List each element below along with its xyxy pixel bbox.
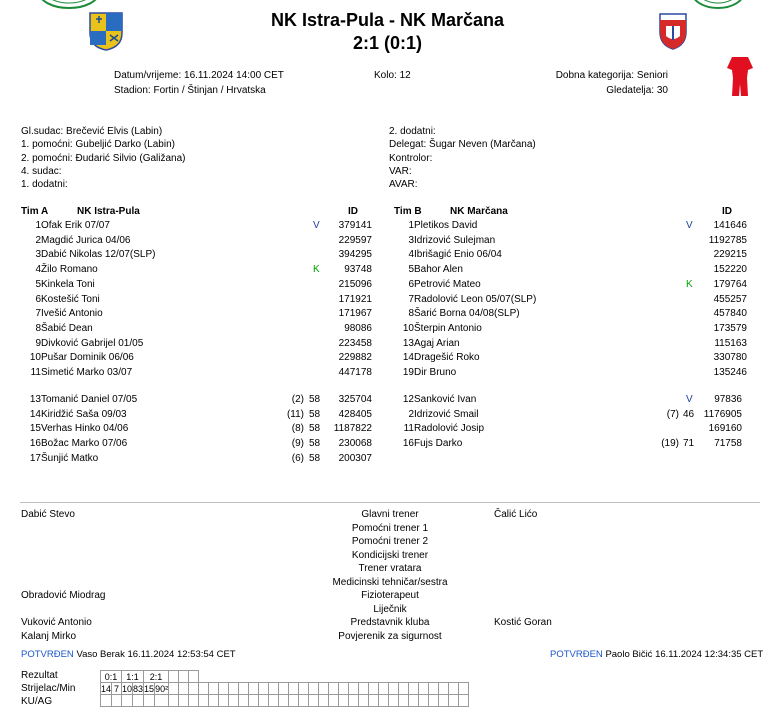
official-line: AVAR: bbox=[389, 179, 418, 190]
player-id: 330780 bbox=[713, 352, 747, 364]
card-cell bbox=[329, 695, 339, 707]
staff-role: Medicinski tehničar/sestra bbox=[332, 576, 448, 588]
card-cell bbox=[449, 695, 459, 707]
sub-number: 15 bbox=[29, 423, 41, 435]
card-cell bbox=[409, 695, 419, 707]
goalkeeper-mark: V bbox=[686, 220, 693, 231]
sub-id: 1187822 bbox=[333, 423, 372, 435]
scorer-cell bbox=[209, 683, 219, 695]
result-cell: 1:1 bbox=[122, 671, 144, 683]
player-number: 8 bbox=[408, 308, 414, 320]
player-number: 4 bbox=[35, 264, 41, 276]
empty-cell bbox=[496, 671, 505, 683]
card-cell bbox=[199, 695, 209, 707]
empty-cell bbox=[469, 671, 479, 683]
card-cell bbox=[249, 695, 259, 707]
scorer-cell bbox=[299, 683, 309, 695]
card-cell bbox=[133, 695, 144, 707]
scorer-cell bbox=[459, 683, 469, 695]
team-b-name: NK Marčana bbox=[450, 206, 508, 217]
player-number: 3 bbox=[35, 249, 41, 261]
summary-row bbox=[101, 671, 524, 683]
player-id: 223458 bbox=[338, 337, 372, 349]
scorer-cell bbox=[309, 683, 319, 695]
player-number: 1 bbox=[35, 220, 41, 231]
player-id: 229597 bbox=[338, 234, 372, 246]
card-cell bbox=[459, 695, 469, 707]
player-id: 229882 bbox=[338, 352, 372, 364]
scorer-cell: 10 bbox=[122, 683, 133, 694]
staff-team-b: Kostić Goran bbox=[494, 617, 552, 628]
sub-name: Božac Marko 07/06 bbox=[41, 438, 128, 450]
player-number: 14 bbox=[402, 352, 414, 364]
empty-cell bbox=[309, 671, 319, 683]
card-cell bbox=[439, 695, 449, 707]
player-id: 98086 bbox=[344, 322, 372, 334]
scorer-cell bbox=[259, 683, 269, 695]
empty-cell bbox=[459, 671, 469, 683]
player-id: 455257 bbox=[713, 293, 747, 305]
scorer-cell bbox=[449, 683, 459, 695]
summary-label-scorers: Strijelac/Min bbox=[21, 683, 76, 694]
sub-minute: 71 bbox=[683, 438, 695, 450]
staff-team-a: Dabić Stevo bbox=[21, 509, 75, 520]
summary-row bbox=[101, 683, 524, 695]
player-number: 1 bbox=[408, 220, 414, 231]
official-line: Gl.sudac: Brečević Elvis (Labin) bbox=[21, 126, 163, 137]
match-category: Dobna kategorija: Seniori bbox=[555, 70, 668, 81]
sub-id: 71758 bbox=[714, 438, 742, 450]
card-cell bbox=[339, 695, 349, 707]
summary-row bbox=[101, 695, 524, 707]
scorer-cell bbox=[169, 683, 179, 695]
official-line: 1. pomoćni: Gubeljić Darko (Labin) bbox=[21, 139, 175, 150]
scorer-cell bbox=[239, 683, 249, 695]
scorer-cell bbox=[249, 683, 259, 695]
official-line: VAR: bbox=[389, 166, 412, 177]
scorer-cell bbox=[339, 683, 349, 695]
player-name: Dabić Nikolas 12/07(SLP) bbox=[41, 249, 156, 261]
empty-cell bbox=[429, 671, 439, 683]
player-id: 447178 bbox=[338, 367, 372, 378]
card-cell bbox=[169, 695, 179, 707]
player-number: 11 bbox=[30, 367, 41, 378]
sub-number: 11 bbox=[403, 423, 414, 435]
card-cell bbox=[229, 695, 239, 707]
player-number: 3 bbox=[408, 234, 414, 246]
match-round: Kolo: 12 bbox=[374, 70, 411, 81]
scorer-cell bbox=[379, 683, 389, 695]
player-number: 6 bbox=[408, 278, 414, 290]
player-name: Petrović Mateo bbox=[414, 278, 481, 290]
staff-role: Povjerenik za sigurnost bbox=[338, 630, 442, 642]
player-name: Pušar Dominik 06/06 bbox=[41, 352, 134, 364]
player-name: Bahor Alen bbox=[414, 264, 463, 276]
player-name: Šabić Dean bbox=[41, 322, 93, 334]
sub-name: Fujs Darko bbox=[414, 438, 463, 450]
player-id: 141646 bbox=[713, 220, 747, 231]
player-name: Šterpin Antonio bbox=[414, 322, 482, 334]
player-id: 215096 bbox=[338, 278, 372, 290]
captain-mark: K bbox=[313, 264, 320, 276]
player-name: Simetić Marko 03/07 bbox=[41, 367, 133, 378]
player-number: 10 bbox=[402, 322, 414, 334]
player-number: 9 bbox=[35, 337, 41, 349]
sub-name: Verhas Hinko 04/06 bbox=[41, 423, 129, 435]
player-number: 13 bbox=[402, 337, 414, 349]
card-cell bbox=[399, 695, 409, 707]
sub-number: 17 bbox=[29, 452, 41, 464]
empty-cell bbox=[319, 671, 329, 683]
section-divider bbox=[20, 502, 760, 503]
scorer-cell bbox=[369, 683, 379, 695]
sub-id: 1176905 bbox=[703, 408, 742, 420]
player-number: 5 bbox=[35, 278, 41, 290]
summary-label-result: Rezultat bbox=[21, 670, 58, 681]
player-name: Ivešić Antonio bbox=[41, 308, 103, 320]
captain-mark: K bbox=[686, 278, 693, 290]
card-cell bbox=[389, 695, 399, 707]
sub-id: 200307 bbox=[338, 452, 372, 464]
staff-role: Trener vratara bbox=[358, 563, 422, 574]
empty-cell bbox=[439, 671, 449, 683]
player-id: 379141 bbox=[338, 220, 372, 231]
player-id: 171921 bbox=[338, 293, 372, 305]
card-cell bbox=[239, 695, 249, 707]
sub-name: Šunjić Matko bbox=[41, 452, 99, 464]
sub-replaced: (8) bbox=[291, 423, 304, 435]
sub-id: 325704 bbox=[338, 394, 372, 405]
confirmation-left-status: POTVRĐEN bbox=[21, 649, 74, 660]
player-name: Magdić Jurica 04/06 bbox=[41, 234, 131, 246]
player-id: 394295 bbox=[338, 249, 372, 261]
scorer-cell bbox=[409, 683, 419, 695]
player-name: Pletikos David bbox=[414, 220, 478, 231]
summary-label-cards: KU/AG bbox=[21, 696, 53, 707]
card-cell bbox=[144, 695, 155, 707]
player-id: 171967 bbox=[338, 308, 372, 320]
team-a-label: Tim A bbox=[21, 206, 49, 217]
empty-cell bbox=[359, 671, 369, 683]
sub-minute: 58 bbox=[309, 408, 321, 420]
sub-minute: 46 bbox=[683, 408, 695, 420]
card-cell bbox=[279, 695, 289, 707]
sub-id: 169160 bbox=[708, 423, 742, 435]
sub-id: 97836 bbox=[714, 394, 742, 405]
team-a-id-header: ID bbox=[348, 206, 358, 217]
staff-role: Liječnik bbox=[373, 603, 407, 615]
result-cell bbox=[169, 671, 179, 683]
card-cell bbox=[429, 695, 439, 707]
sub-minute: 58 bbox=[309, 452, 321, 464]
team-b-id-header: ID bbox=[722, 206, 732, 217]
empty-cell bbox=[399, 671, 409, 683]
match-title: NK Istra-Pula - NK Marčana bbox=[270, 10, 505, 30]
player-name: Šarić Borna 04/08(SLP) bbox=[414, 308, 520, 320]
empty-cell bbox=[289, 671, 299, 683]
official-line: Kontrolor: bbox=[389, 153, 433, 164]
scorer-cell bbox=[269, 683, 279, 695]
empty-cell bbox=[329, 671, 339, 683]
card-cell bbox=[101, 695, 112, 707]
scorer-cell bbox=[279, 683, 289, 695]
empty-cell bbox=[409, 671, 419, 683]
referee-kit-icon bbox=[726, 56, 754, 98]
player-name: Idrizović Sulejman bbox=[414, 234, 496, 246]
scorer-cell bbox=[349, 683, 359, 695]
card-cell bbox=[112, 695, 122, 707]
empty-cell bbox=[219, 671, 229, 683]
empty-cell bbox=[269, 671, 279, 683]
player-number: 7 bbox=[35, 308, 41, 320]
staff-role: Pomoćni trener 1 bbox=[351, 522, 429, 534]
player-name: Divković Gabrijel 01/05 bbox=[41, 337, 144, 349]
match-score: 2:1 (0:1) bbox=[352, 33, 423, 53]
confirmation-left bbox=[21, 649, 236, 660]
empty-cell bbox=[487, 671, 496, 683]
scorer-cell: 14 bbox=[101, 683, 112, 694]
card-cell bbox=[319, 695, 329, 707]
result-cell bbox=[179, 671, 189, 683]
match-attendance: Gledatelja: 30 bbox=[606, 85, 668, 96]
card-cell bbox=[179, 695, 189, 707]
empty-cell bbox=[229, 671, 239, 683]
scorer-cell bbox=[229, 683, 239, 695]
sub-name: Sanković Ivan bbox=[414, 394, 477, 405]
player-name: Agaj Arian bbox=[414, 337, 460, 349]
player-id: 173579 bbox=[713, 322, 747, 334]
player-id: 457840 bbox=[713, 308, 747, 320]
sub-replaced: (19) bbox=[661, 438, 679, 450]
empty-cell bbox=[369, 671, 379, 683]
empty-cell bbox=[389, 671, 399, 683]
staff-role: Fizioterapeut bbox=[361, 590, 419, 601]
card-cell bbox=[289, 695, 299, 707]
card-cell bbox=[379, 695, 389, 707]
empty-cell bbox=[199, 671, 209, 683]
empty-cell bbox=[505, 671, 514, 683]
player-name: Ofak Erik 07/07 bbox=[41, 220, 110, 231]
player-number: 6 bbox=[35, 293, 41, 305]
card-cell bbox=[209, 695, 219, 707]
sub-name: Kiridžić Saša 09/03 bbox=[41, 408, 127, 420]
scorer-cell bbox=[289, 683, 299, 695]
scorer-cell: 90² bbox=[155, 683, 169, 694]
card-cell bbox=[269, 695, 279, 707]
goalkeeper-mark: V bbox=[313, 220, 320, 231]
sub-number: 14 bbox=[29, 408, 41, 420]
match-stadium: Stadion: Fortin / Štinjan / Hrvatska bbox=[114, 85, 266, 96]
sub-minute: 58 bbox=[309, 423, 321, 435]
scorer-cell bbox=[399, 683, 409, 695]
card-cell bbox=[299, 695, 309, 707]
empty-cell bbox=[279, 671, 289, 683]
sub-number: 13 bbox=[29, 394, 41, 405]
staff-role: Kondicijski trener bbox=[351, 549, 429, 561]
scorer-cell bbox=[219, 683, 229, 695]
card-cell bbox=[259, 695, 269, 707]
player-name: Žilo Romano bbox=[41, 264, 98, 276]
player-id: 179764 bbox=[713, 278, 747, 290]
player-number: 8 bbox=[35, 322, 41, 334]
scorer-cell bbox=[329, 683, 339, 695]
sub-replaced: (11) bbox=[286, 408, 304, 420]
staff-team-a: Kalanj Mirko bbox=[21, 630, 77, 642]
empty-cell bbox=[209, 671, 219, 683]
sub-minute: 58 bbox=[309, 438, 321, 450]
match-datetime: Datum/vrijeme: 16.11.2024 14:00 CET bbox=[114, 70, 284, 81]
empty-cell bbox=[299, 671, 309, 683]
player-name: Dir Bruno bbox=[414, 367, 457, 378]
marcana-club-badge-icon bbox=[658, 12, 688, 50]
player-id: 135246 bbox=[713, 367, 747, 378]
player-number: 7 bbox=[408, 293, 414, 305]
player-name: Ibrišagić Enio 06/04 bbox=[414, 249, 502, 261]
player-name: Kostešić Toni bbox=[41, 293, 100, 305]
empty-cell bbox=[478, 671, 487, 683]
team-b-label: Tim B bbox=[394, 206, 422, 217]
sub-id: 428405 bbox=[338, 408, 372, 420]
scorer-cell: 15 bbox=[144, 683, 155, 694]
empty-cell bbox=[259, 671, 269, 683]
staff-role: Predstavnik kluba bbox=[350, 617, 430, 628]
result-cell: 2:1 bbox=[144, 671, 169, 683]
empty-cell bbox=[379, 671, 389, 683]
staff-team-b: Čalić Lićo bbox=[494, 509, 538, 520]
player-name: Kinkela Toni bbox=[41, 278, 95, 290]
sub-name: Radolović Josip bbox=[414, 423, 485, 435]
sub-name: Tomanić Daniel 07/05 bbox=[41, 394, 138, 405]
scorer-cell bbox=[429, 683, 439, 695]
player-name: Radolović Leon 05/07(SLP) bbox=[414, 293, 537, 305]
player-name: Dragešić Roko bbox=[414, 352, 480, 364]
player-id: 93748 bbox=[344, 264, 372, 276]
istra-county-shield-icon bbox=[88, 11, 124, 51]
confirmation-right-status: POTVRĐEN bbox=[550, 649, 603, 660]
scorer-cell: 7 bbox=[112, 683, 122, 695]
player-number: 2 bbox=[35, 234, 41, 246]
scorer-cell bbox=[199, 683, 209, 695]
empty-cell bbox=[249, 671, 259, 683]
team-a-name: NK Istra-Pula bbox=[77, 206, 140, 217]
scorer-cell bbox=[319, 683, 329, 695]
sub-replaced: (7) bbox=[666, 408, 679, 420]
staff-team-a: Vuković Antonio bbox=[21, 617, 92, 628]
player-id: 152220 bbox=[713, 264, 747, 276]
player-number: 5 bbox=[408, 264, 414, 276]
scorer-cell: 83 bbox=[133, 683, 144, 694]
empty-cell bbox=[239, 671, 249, 683]
card-cell bbox=[419, 695, 429, 707]
empty-cell bbox=[514, 671, 523, 683]
summary-table bbox=[100, 670, 524, 707]
sub-name: Idrizović Smail bbox=[414, 408, 479, 420]
result-cell: 0:1 bbox=[101, 671, 122, 683]
official-line: 1. dodatni: bbox=[21, 179, 68, 190]
marcana-right-badge-icon bbox=[690, 0, 746, 12]
player-number: 10 bbox=[29, 352, 41, 364]
scorer-cell bbox=[189, 683, 199, 695]
scorer-cell bbox=[359, 683, 369, 695]
staff-role: Pomoćni trener 2 bbox=[351, 536, 429, 547]
empty-cell bbox=[449, 671, 459, 683]
card-cell bbox=[155, 695, 169, 707]
sub-number: 12 bbox=[402, 394, 414, 405]
card-cell bbox=[349, 695, 359, 707]
official-line: 2. dodatni: bbox=[389, 126, 436, 137]
goalkeeper-mark: V bbox=[686, 394, 693, 405]
confirmation-right-text: Paolo Bičić 16.11.2024 12:34:35 CET bbox=[605, 649, 764, 660]
empty-cell bbox=[349, 671, 359, 683]
card-cell bbox=[359, 695, 369, 707]
scorer-cell bbox=[179, 683, 189, 695]
staff-role: Glavni trener bbox=[361, 509, 419, 520]
confirmation-left-text: Vaso Berak 16.11.2024 12:53:54 CET bbox=[76, 649, 236, 660]
card-cell bbox=[122, 695, 133, 707]
sub-id: 230068 bbox=[338, 438, 372, 450]
scorer-cell bbox=[439, 683, 449, 695]
player-number: 4 bbox=[408, 249, 414, 261]
scorer-cell bbox=[419, 683, 429, 695]
staff-team-a: Obradović Miodrag bbox=[21, 590, 106, 601]
sub-replaced: (6) bbox=[291, 452, 304, 464]
player-id: 229215 bbox=[713, 249, 747, 261]
official-line: 4. sudac: bbox=[21, 166, 62, 177]
sub-minute: 58 bbox=[309, 394, 321, 405]
sub-number: 16 bbox=[29, 438, 41, 450]
sub-replaced: (9) bbox=[291, 438, 304, 450]
player-id: 115163 bbox=[714, 337, 747, 349]
confirmation-right bbox=[550, 649, 763, 660]
official-line: 2. pomoćni: Đudarić Silvio (Galižana) bbox=[21, 153, 186, 164]
card-cell bbox=[219, 695, 229, 707]
sub-replaced: (2) bbox=[291, 394, 304, 405]
sub-number: 16 bbox=[402, 438, 414, 450]
empty-cell bbox=[339, 671, 349, 683]
card-cell bbox=[309, 695, 319, 707]
official-line: Delegat: Šugar Neven (Marčana) bbox=[389, 139, 536, 150]
sub-number: 2 bbox=[408, 408, 414, 420]
card-cell bbox=[369, 695, 379, 707]
result-cell bbox=[189, 671, 199, 683]
card-cell bbox=[189, 695, 199, 707]
player-number: 19 bbox=[402, 367, 414, 378]
player-id: 1192785 bbox=[708, 234, 747, 246]
scorer-cell bbox=[389, 683, 399, 695]
empty-cell bbox=[419, 671, 429, 683]
